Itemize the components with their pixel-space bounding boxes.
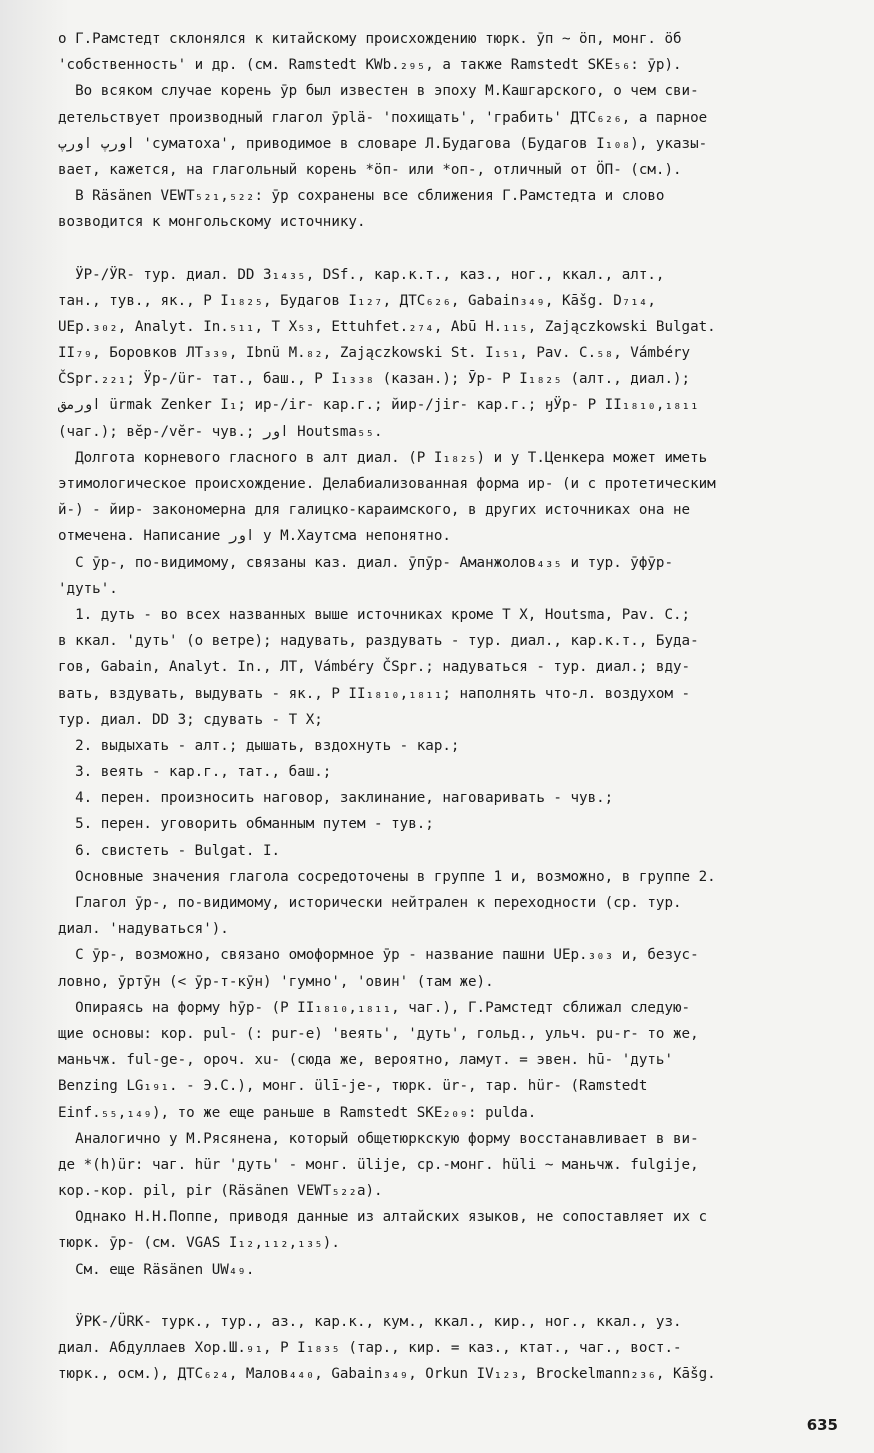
text-line: тюрк., осм.), ДТС₆₂₄, Малов₄₄₀, Gabain₃₄₉, Orkun IV₁₂₃, Brockelmann₂₃₆, Kāšg. (58, 1366, 716, 1383)
paragraph (58, 1126, 850, 1205)
text-line: 2. выдыхать - алт.; дышать, вздохнуть - кар.; (58, 737, 460, 754)
text-line: вать, вздувать, выдувать - як., Р II₁₈₁₀,₁₈₁₁; наполнять что-л. воздухом - (58, 685, 691, 702)
text-line: Аналогично у М.Рясянена, который общетюркскую форму восстанавливает в ви- (58, 1130, 699, 1147)
paragraph (58, 942, 850, 994)
text-line: этимологическое происхождение. Делабиализованная форма ир- (и с протетическим (58, 476, 716, 492)
text-line: диал. 'надуваться'). (58, 921, 229, 938)
paragraph (58, 26, 850, 236)
text-line: 4. перен. произносить наговор, заклинание, наговаривать - чув.; (58, 790, 614, 807)
text-line: اورمق ürmak Zenker I₁; ир-/ir- кар.г.; йир-/jir- кар.г.; ӈӰр- Р II₁₈₁₀,₁₈₁₁ (58, 397, 699, 414)
text-line: В Räsänen VEWT₅₂₁,₅₂₂: ӯр сохранены все сближения Г.Рамстедта и слово (58, 188, 665, 205)
text-line: детельствует производный глагол ӯplä- 'похищать', 'грабить' ДТС₆₂₆, а парное (58, 109, 708, 126)
text-line: маньчж. ful-ge-, ороч. xu- (сюда же, вероятно, ламут. = эвен. hū- 'дуть' (58, 1052, 673, 1069)
text-line: Долгота корневого гласного в алт диал. (Р I₁₈₂₅) и у Т.Ценкера может иметь (58, 449, 708, 466)
text-line: Опираясь на форму hӯр- (Р II₁₈₁₀,₁₈₁₁, чаг.), Г.Рамстедт сближал следую- (58, 999, 691, 1016)
paragraph (58, 1309, 850, 1388)
text-line: кор.-кор. pil, pir (Räsänen VEWT₅₂₂a). (58, 1183, 383, 1200)
text-line: вает, кажется, на глагольный корень *ӧп- или *оп-, отличный от ӦП- (см.). (58, 161, 682, 178)
text-line: в ккал. 'дуть' (о ветре); надувать, раздувать - тур. диал., кар.к.т., Буда- (58, 633, 699, 650)
text-line: اورپ اورپ 'суматоха', приводимое в словаре Л.Будагова (Будагов I₁₀₈), указы- (58, 135, 708, 152)
paragraph (58, 1204, 850, 1283)
text-line: Основные значения глагола сосредоточены в группе 1 и, возможно, в группе 2. (58, 868, 716, 885)
text-line: ӰР-/ӰR- тур. диал. DD 3₁₄₃₅, DSf., кар.к.т., каз., ног., ккал., алт., (58, 266, 665, 283)
text-line: тан., тув., як., Р I₁₈₂₅, Будагов I₁₂₇, ДТС₆₂₆, Gabain₃₄₉, Kāšg. D₇₁₄, (58, 292, 656, 309)
text-line: возводится к монгольскому источнику. (58, 214, 366, 231)
text-line: й-) - йир- закономерна для галицко-караимского, в других источниках она не (58, 502, 691, 519)
paragraph (58, 995, 850, 1126)
paragraph (58, 262, 850, 445)
text-line: С ӯр-, возможно, связано омоформное ӯр - название пашни UEp.₃₀₃ и, безус- (58, 947, 699, 964)
text-line: Однако Н.Н.Поппе, приводя данные из алтайских языков, не сопоставляет их с (58, 1209, 708, 1226)
text-line: отмечена. Написание اور у М.Хаутсма непонятно. (58, 528, 451, 545)
text-line: тюрк. ӯр- (см. VGAS I₁₂,₁₁₂,₁₃₅). (58, 1235, 340, 1252)
text-line: II₇₉, Боровков ЛТ₃₃₉, Ibnü M.₈₂, Zajączkowski St. I₁₅₁, Pav. C.₅₈, Vámbéry (58, 345, 691, 362)
text-line: Benzing LG₁₉₁. - Э.С.), монг. ülī-je-, тюрк. ür-, тар. hür- (Ramstedt (58, 1078, 648, 1095)
text-line: гов, Gabain, Analyt. In., ЛТ, Vámbéry ČSpr.; надуваться - тур. диал.; вду- (58, 659, 691, 676)
text-line: См. еще Räsänen UW₄₉. (58, 1261, 255, 1278)
text-line: ČSpr.₂₂₁; Ӱр-/ür- тат., баш., Р I₁₃₃₈ (казан.); Ӯр- Р I₁₈₂₅ (алт., диал.); (58, 371, 691, 388)
text-line: С ӯр-, по-видимому, связаны каз. диал. ӯпӯр- Аманжолов₄₃₅ и тур. ӯфӯр- (58, 554, 673, 571)
text-line: UEp.₃₀₂, Analyt. In.₅₁₁, Т X₅₃, Ettuhfet.₂₇₄, Abū H.₁₁₅, Zajączkowski Bulgat. (58, 318, 716, 335)
paragraph (58, 602, 850, 864)
text-line: Глагол ӯр-, по-видимому, исторически нейтрален к переходности (ср. тур. (58, 895, 682, 911)
paragraph (58, 550, 850, 602)
text-line: 1. дуть - во всех названных выше источниках кроме Т X, Houtsma, Pav. C.; (58, 606, 691, 623)
text-line: диал. Абдуллаев Хор.Ш.₉₁, Р I₁₈₃₅ (тар., кир. = каз., ктат., чаг., вост.- (58, 1340, 682, 1356)
text-line: 'дуть'. (58, 580, 118, 597)
text-line: о Г.Рамстедт склонялся к китайскому происхождению тюрк. ӯп ~ ӧп, монг. ӧб (58, 31, 682, 47)
text-line: Einf.₅₅,₁₄₉), то же еще раньше в Ramstedt SKE₂₀₉: pulda. (58, 1104, 537, 1121)
paragraph (58, 445, 850, 550)
text-line: тур. диал. DD 3; сдувать - Т X; (58, 711, 323, 728)
text-line: 5. перен. уговорить обманным путем - тув.; (58, 816, 434, 833)
text-line: ловно, ӯртӯн (< ӯр-т-кӯн) 'гумно', 'овин' (там же). (58, 973, 494, 990)
text-line: 6. свистеть - Bulgat. I. (58, 842, 281, 859)
text-line: 3. веять - кар.г., тат., баш.; (58, 764, 332, 781)
page-number: 635 (806, 1416, 838, 1434)
entry-gap (58, 1283, 850, 1309)
text-line: щие основы: кор. pul- (: pur-e) 'веять', 'дуть', гольд., ульч. pu-r- то же, (58, 1025, 699, 1042)
text-line: Во всяком случае корень ӯр был известен в эпоху М.Кашгарского, о чем сви- (58, 83, 699, 100)
entry-gap (58, 236, 850, 262)
text-line: 'собственность' и др. (см. Ramstedt KWb.₂₉₅, а также Ramstedt SKE₅₆: ӯр). (58, 57, 682, 74)
text-line: де *(h)ür: чаг. hür 'дуть' - монг. ülije, ср.-монг. hüli ~ маньчж. fulgije, (58, 1156, 699, 1173)
text-line: ӰРК-/ÜRK- турк., тур., аз., кар.к., кум., ккал., кир., ног., ккал., уз. (58, 1313, 682, 1330)
text-line: (чаг.); вӗр-/vĕr- чув.; اور Houtsma₅₅. (58, 423, 383, 440)
dictionary-page (58, 26, 850, 1387)
paragraph (58, 864, 850, 943)
